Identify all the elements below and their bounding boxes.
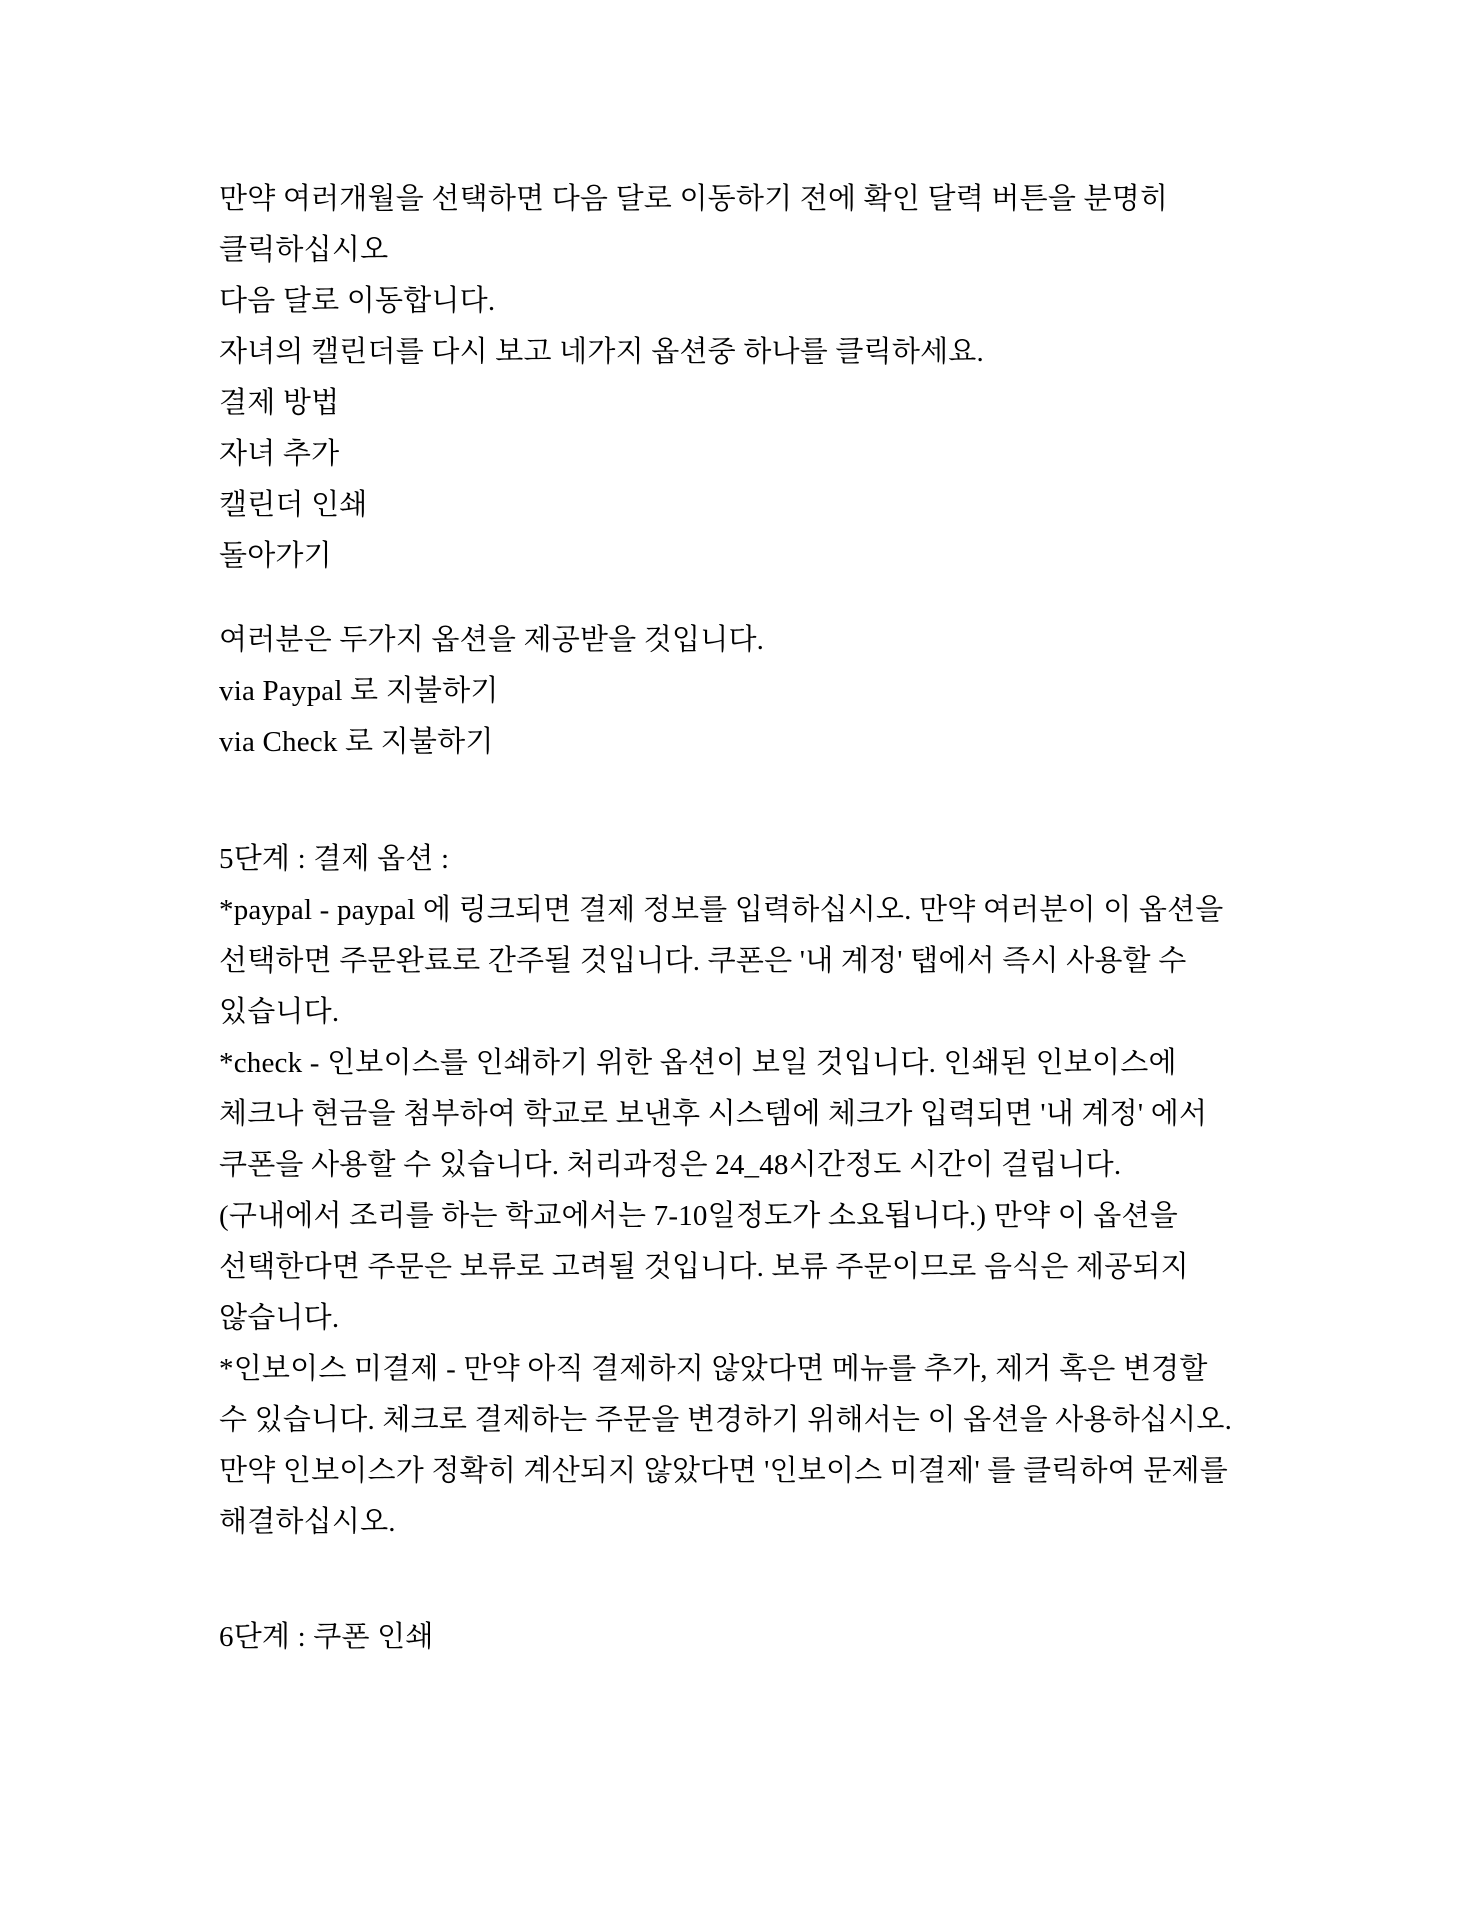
paragraph-line: 자녀의 캘린더를 다시 보고 네가지 옵션중 하나를 클릭하세요. [219,336,984,368]
paragraph-line: 만약 여러개월을 선택하면 다음 달로 이동하기 전에 확인 달력 버튼을 분명히 [219,183,1169,215]
paragraph-line: (구내에서 조리를 하는 학교에서는 7-10일정도가 소요됩니다.) 만약 이 옵션을 [219,1200,1178,1232]
step5-heading: 5단계 : 결제 옵션 : [219,843,450,875]
paragraph-line: 선택하면 주문완료로 간주될 것입니다. 쿠폰은 '내 계정' 탭에서 즉시 사용할 수 [219,945,1187,977]
paragraph-line: 있습니다. [219,996,340,1028]
step5-section [219,834,1279,1548]
option-go-back: 돌아가기 [219,540,332,572]
calendar-instructions [219,174,1279,582]
paragraph-line: *check - 인보이스를 인쇄하기 위한 옵션이 보일 것입니다. 인쇄된 인보이스에 [219,1047,1177,1079]
paragraph-line: 다음 달로 이동합니다. [219,285,496,317]
paragraph-line: 수 있습니다. 체크로 결제하는 주문을 변경하기 위해서는 이 옵션을 사용하십시오. [219,1404,1233,1436]
document-page [219,174,1279,1663]
paragraph-line: *인보이스 미결제 - 만약 아직 결제하지 않았다면 메뉴를 추가, 제거 혹은 변경할 [219,1353,1208,1385]
paragraph-line: *paypal - paypal 에 링크되면 결제 정보를 입력하십시오. 만약 여러분이 이 옵션을 [219,894,1224,926]
paragraph-line: 선택한다면 주문은 보류로 고려될 것입니다. 보류 주문이므로 음식은 제공되지 [219,1251,1189,1283]
option-payment-method: 결제 방법 [219,387,340,419]
paragraph-line: 쿠폰을 사용할 수 있습니다. 처리과정은 24_48시간정도 시간이 걸립니다. [219,1149,1122,1181]
option-add-child: 자녀 추가 [219,438,340,470]
step6-section [219,1612,1279,1663]
option-pay-via-paypal: via Paypal 로 지불하기 [219,675,499,707]
option-pay-via-check: via Check 로 지불하기 [219,726,494,758]
paragraph-line: 체크나 현금을 첨부하여 학교로 보낸후 시스템에 체크가 입력되면 '내 계정' 에서 [219,1098,1208,1130]
paragraph-line: 클릭하십시오 [219,234,389,266]
paragraph-line: 만약 인보이스가 정확히 계산되지 않았다면 '인보이스 미결제' 를 클릭하여 문제를 [219,1455,1228,1487]
option-print-calendar: 캘린더 인쇄 [219,489,368,521]
paragraph-line: 않습니다. [219,1302,340,1334]
paragraph-line: 해결하십시오. [219,1506,396,1538]
payment-choice-section [219,615,1279,768]
step6-heading: 6단계 : 쿠폰 인쇄 [219,1621,434,1653]
paragraph-line: 여러분은 두가지 옵션을 제공받을 것입니다. [219,624,765,656]
